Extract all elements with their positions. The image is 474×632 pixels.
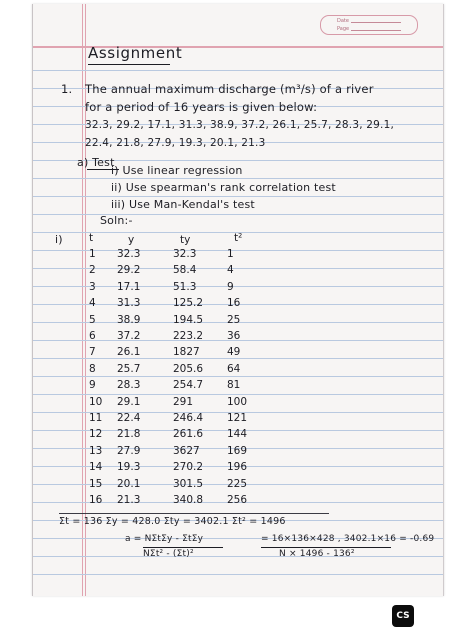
row-ty: 58.4	[173, 264, 197, 277]
row-t-squared: 64	[227, 362, 241, 375]
formula-fraction-bar	[143, 547, 223, 548]
row-y: 32.3	[117, 248, 141, 260]
sum-divider	[59, 513, 329, 514]
row-y: 38.9	[117, 313, 141, 326]
row-t-squared: 36	[227, 330, 241, 342]
row-t: 15	[89, 477, 103, 490]
row-t-squared: 196	[227, 461, 248, 474]
header-t-squared: t²	[234, 232, 243, 244]
part-a-label: a) Test	[77, 156, 115, 169]
row-y: 21.8	[117, 428, 141, 441]
question-line-2: for a period of 16 years is given below:	[85, 100, 318, 114]
row-t-squared: 169	[227, 444, 248, 457]
row-ty: 270.2	[173, 461, 204, 474]
row-t-squared: 81	[227, 379, 241, 392]
calc-numerator: = 16×136×428 , 3402.1×16 = -0.69	[261, 534, 435, 544]
row-ty: 32.3	[173, 248, 197, 260]
row-t: 2	[89, 264, 96, 277]
data-line-1: 32.3, 29.2, 17.1, 31.3, 38.9, 37.2, 26.1, 25.7, 28.3, 29.1,	[85, 119, 395, 131]
sums-line: Σt = 136 Σy = 428.0 Σty = 3402.1 Σt² = 1496	[59, 516, 286, 527]
task-item-3: iii) Use Man-Kendal's test	[111, 198, 255, 211]
task-item-1: i) Use linear regression	[111, 164, 243, 177]
row-ty: 1827	[173, 346, 200, 359]
row-t-squared: 1	[227, 248, 234, 260]
date-page-badge	[320, 15, 418, 35]
row-y: 37.2	[117, 330, 141, 342]
row-ty: 301.5	[173, 477, 204, 490]
row-y: 19.3	[117, 461, 141, 474]
row-ty: 261.6	[173, 428, 204, 441]
row-t: 1	[89, 248, 96, 260]
margin-line	[82, 4, 83, 596]
row-y: 27.9	[117, 444, 141, 457]
row-t-squared: 100	[227, 395, 248, 408]
row-t: 10	[89, 395, 103, 408]
row-ty: 194.5	[173, 313, 204, 326]
row-ty: 205.6	[173, 362, 204, 375]
row-t: 3	[89, 280, 96, 293]
row-t: 7	[89, 346, 96, 359]
row-y: 21.3	[117, 494, 141, 506]
header-y: y	[128, 234, 135, 246]
row-t: 16	[89, 494, 103, 506]
table-part-label: i)	[55, 233, 63, 246]
row-ty: 254.7	[173, 379, 204, 392]
formula-denominator: NΣt² - (Σt)²	[143, 549, 194, 559]
row-t: 9	[89, 379, 96, 392]
badge-page-label: Page	[337, 26, 350, 32]
row-ty: 51.3	[173, 280, 197, 293]
row-t: 14	[89, 461, 103, 474]
row-t: 8	[89, 362, 96, 375]
row-t-squared: 16	[227, 297, 241, 310]
row-t-squared: 4	[227, 264, 234, 277]
row-ty: 223.2	[173, 330, 204, 342]
row-y: 20.1	[117, 477, 141, 490]
header-ty: ty	[180, 234, 191, 246]
row-t: 4	[89, 297, 96, 310]
row-y: 28.3	[117, 379, 141, 392]
row-ty: 291	[173, 395, 194, 408]
formula-numerator: a = NΣtΣy - ΣtΣy	[125, 534, 204, 544]
notebook-page	[32, 4, 444, 596]
row-y: 31.3	[117, 297, 141, 310]
row-ty: 3627	[173, 444, 200, 457]
row-ty: 340.8	[173, 494, 204, 506]
badge-date-line	[351, 22, 401, 23]
calc-fraction-bar	[261, 547, 391, 548]
row-t: 6	[89, 330, 96, 342]
row-t-squared: 144	[227, 428, 248, 441]
row-t: 11	[89, 412, 103, 424]
solution-label: Soln:-	[100, 214, 133, 227]
row-t: 12	[89, 428, 103, 441]
row-y: 17.1	[117, 280, 141, 293]
row-t-squared: 25	[227, 313, 241, 326]
row-ty: 125.2	[173, 297, 204, 310]
row-t-squared: 49	[227, 346, 241, 359]
row-y: 29.1	[117, 395, 141, 408]
title-underline	[88, 64, 170, 65]
badge-date-label: Date	[337, 18, 349, 24]
row-y: 25.7	[117, 362, 141, 375]
header-t: t	[89, 232, 94, 244]
page-title: Assignment	[88, 44, 183, 62]
row-t: 13	[89, 444, 103, 457]
row-y: 26.1	[117, 346, 141, 359]
row-t-squared: 256	[227, 494, 248, 506]
calc-denominator: N × 1496 - 136²	[279, 549, 355, 559]
question-line-1: The annual maximum discharge (m³/s) of a river	[85, 82, 374, 96]
camscanner-logo: CS	[392, 605, 414, 627]
row-t-squared: 9	[227, 280, 234, 293]
question-number: 1.	[61, 82, 73, 96]
row-ty: 246.4	[173, 412, 204, 424]
row-t: 5	[89, 313, 96, 326]
badge-page-line	[351, 30, 401, 31]
row-y: 22.4	[117, 412, 141, 424]
row-y: 29.2	[117, 264, 141, 277]
task-item-2: ii) Use spearman's rank correlation test	[111, 181, 336, 194]
data-line-2: 22.4, 21.8, 27.9, 19.3, 20.1, 21.3	[85, 137, 266, 149]
row-t-squared: 225	[227, 477, 248, 490]
row-t-squared: 121	[227, 412, 248, 424]
